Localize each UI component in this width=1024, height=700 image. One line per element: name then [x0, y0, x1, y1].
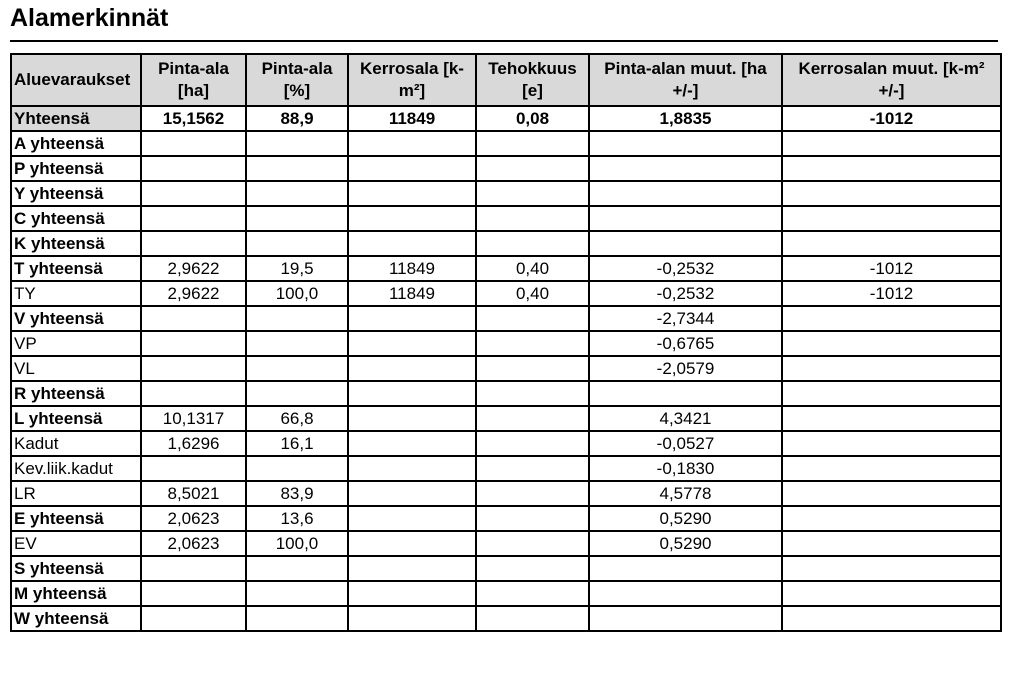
table-header-row — [11, 54, 1001, 106]
table-cell: 19,5 — [246, 256, 348, 281]
header-pinta-ala-percent: Pinta-ala [%] — [246, 54, 348, 106]
table-cell — [348, 481, 476, 506]
table-row — [11, 531, 1001, 556]
table-cell — [246, 206, 348, 231]
table-row — [11, 306, 1001, 331]
table-cell — [348, 531, 476, 556]
table-cell: -0,2532 — [589, 256, 782, 281]
table-cell: 83,9 — [246, 481, 348, 506]
row-label: M yhteensä — [11, 581, 141, 606]
table-cell — [141, 306, 246, 331]
table-cell — [246, 581, 348, 606]
table-cell — [348, 356, 476, 381]
table-cell — [589, 231, 782, 256]
table-cell — [348, 581, 476, 606]
table-cell — [782, 381, 1001, 406]
table-cell: 11849 — [348, 106, 476, 131]
table-cell — [476, 606, 589, 631]
table-cell — [246, 556, 348, 581]
row-label: A yhteensä — [11, 131, 141, 156]
row-label: C yhteensä — [11, 206, 141, 231]
table-cell: 100,0 — [246, 281, 348, 306]
table-row — [11, 331, 1001, 356]
table-cell: 100,0 — [246, 531, 348, 556]
table-cell — [476, 406, 589, 431]
table-cell — [782, 606, 1001, 631]
table-cell — [348, 431, 476, 456]
land-use-table — [10, 53, 1002, 632]
header-tehokkuus: Tehokkuus [e] — [476, 54, 589, 106]
table-cell — [348, 556, 476, 581]
table-cell — [476, 581, 589, 606]
row-label: E yhteensä — [11, 506, 141, 531]
table-cell: 11849 — [348, 281, 476, 306]
row-label: VL — [11, 356, 141, 381]
row-label: Yhteensä — [11, 106, 141, 131]
table-cell — [476, 231, 589, 256]
table-cell — [589, 606, 782, 631]
table-cell — [348, 231, 476, 256]
table-cell — [589, 181, 782, 206]
table-cell: -0,6765 — [589, 331, 782, 356]
table-cell — [476, 131, 589, 156]
table-cell: 11849 — [348, 256, 476, 281]
table-cell: 0,40 — [476, 256, 589, 281]
table-cell — [476, 181, 589, 206]
row-label: P yhteensä — [11, 156, 141, 181]
table-cell — [348, 406, 476, 431]
table-cell — [246, 381, 348, 406]
row-label: T yhteensä — [11, 256, 141, 281]
table-cell: 4,5778 — [589, 481, 782, 506]
table-cell: 8,5021 — [141, 481, 246, 506]
table-cell: -2,7344 — [589, 306, 782, 331]
table-cell — [782, 156, 1001, 181]
table-cell: -1012 — [782, 256, 1001, 281]
table-cell — [348, 506, 476, 531]
table-cell — [246, 356, 348, 381]
row-label: TY — [11, 281, 141, 306]
table-row — [11, 206, 1001, 231]
table-cell — [348, 306, 476, 331]
row-label: EV — [11, 531, 141, 556]
table-cell — [476, 506, 589, 531]
table-cell — [246, 306, 348, 331]
table-row — [11, 456, 1001, 481]
table-cell — [476, 456, 589, 481]
table-cell: 0,5290 — [589, 506, 782, 531]
table-row — [11, 231, 1001, 256]
table-cell — [782, 581, 1001, 606]
table-row — [11, 431, 1001, 456]
table-cell: -2,0579 — [589, 356, 782, 381]
table-cell — [589, 156, 782, 181]
table-cell — [476, 481, 589, 506]
row-label: LR — [11, 481, 141, 506]
table-cell: -0,2532 — [589, 281, 782, 306]
table-cell — [141, 606, 246, 631]
table-cell — [246, 231, 348, 256]
table-cell — [782, 531, 1001, 556]
row-label: V yhteensä — [11, 306, 141, 331]
table-cell — [782, 456, 1001, 481]
title-divider — [10, 40, 998, 42]
table-cell — [141, 206, 246, 231]
table-cell — [141, 381, 246, 406]
header-aluevaraukset: Aluevaraukset — [11, 54, 141, 106]
table-cell: 13,6 — [246, 506, 348, 531]
table-row — [11, 556, 1001, 581]
row-label: Kadut — [11, 431, 141, 456]
row-label: Y yhteensä — [11, 181, 141, 206]
table-cell: 88,9 — [246, 106, 348, 131]
table-cell: -0,0527 — [589, 431, 782, 456]
header-kerrosalan-muutos: Kerrosalan muut. [k-m² +/-] — [782, 54, 1001, 106]
table-cell — [246, 456, 348, 481]
table-cell — [589, 206, 782, 231]
table-cell — [782, 481, 1001, 506]
table-cell — [782, 431, 1001, 456]
table-cell — [348, 331, 476, 356]
table-cell — [782, 406, 1001, 431]
table-cell: 2,9622 — [141, 256, 246, 281]
row-label: Kev.liik.kadut — [11, 456, 141, 481]
table-cell: 66,8 — [246, 406, 348, 431]
table-cell: -1012 — [782, 281, 1001, 306]
table-cell — [246, 131, 348, 156]
table-row — [11, 131, 1001, 156]
table-cell — [141, 356, 246, 381]
table-cell — [476, 306, 589, 331]
table-cell — [782, 181, 1001, 206]
table-row — [11, 281, 1001, 306]
table-cell — [476, 556, 589, 581]
table-cell — [782, 206, 1001, 231]
table-cell — [141, 181, 246, 206]
page-title: Alamerkinnät — [10, 4, 169, 32]
row-label: L yhteensä — [11, 406, 141, 431]
table-cell — [476, 331, 589, 356]
table-cell — [141, 231, 246, 256]
table-row — [11, 181, 1001, 206]
table-cell: 2,9622 — [141, 281, 246, 306]
table-cell — [348, 206, 476, 231]
table-row — [11, 156, 1001, 181]
table-row — [11, 256, 1001, 281]
row-label: K yhteensä — [11, 231, 141, 256]
table-cell — [589, 381, 782, 406]
table-cell — [782, 131, 1001, 156]
table-cell — [348, 381, 476, 406]
table-row — [11, 481, 1001, 506]
table-cell: 2,0623 — [141, 506, 246, 531]
table-cell — [782, 506, 1001, 531]
table-cell — [141, 131, 246, 156]
table-cell: 15,1562 — [141, 106, 246, 131]
row-label: R yhteensä — [11, 381, 141, 406]
table-cell — [246, 181, 348, 206]
table-cell — [782, 331, 1001, 356]
header-pinta-ala-ha: Pinta-ala [ha] — [141, 54, 246, 106]
table-cell: 1,8835 — [589, 106, 782, 131]
table-row — [11, 606, 1001, 631]
table-cell — [141, 456, 246, 481]
table-cell: -1012 — [782, 106, 1001, 131]
table-cell: 16,1 — [246, 431, 348, 456]
table-cell — [589, 556, 782, 581]
table-cell — [476, 431, 589, 456]
table-cell — [246, 606, 348, 631]
table-cell — [141, 331, 246, 356]
table-cell — [782, 556, 1001, 581]
table-row — [11, 356, 1001, 381]
table-cell — [589, 581, 782, 606]
row-label: W yhteensä — [11, 606, 141, 631]
table-body — [11, 106, 1001, 631]
header-kerrosala: Kerrosala [k-m²] — [348, 54, 476, 106]
table-row — [11, 506, 1001, 531]
table-cell — [348, 456, 476, 481]
table-cell — [476, 531, 589, 556]
table-cell — [476, 356, 589, 381]
table-cell — [348, 131, 476, 156]
table-cell — [476, 381, 589, 406]
table-cell — [141, 156, 246, 181]
table-cell: 10,1317 — [141, 406, 246, 431]
table-cell — [476, 206, 589, 231]
table-cell: 1,6296 — [141, 431, 246, 456]
table-cell: 0,08 — [476, 106, 589, 131]
table-cell: 2,0623 — [141, 531, 246, 556]
table-cell: -0,1830 — [589, 456, 782, 481]
table-row — [11, 406, 1001, 431]
table-cell — [141, 556, 246, 581]
table-cell — [782, 231, 1001, 256]
table-row — [11, 106, 1001, 131]
table-cell: 0,40 — [476, 281, 589, 306]
table-cell — [782, 356, 1001, 381]
table-row — [11, 381, 1001, 406]
table-cell — [246, 331, 348, 356]
table-cell — [589, 131, 782, 156]
row-label: S yhteensä — [11, 556, 141, 581]
table-cell — [348, 181, 476, 206]
header-pinta-alan-muutos: Pinta-alan muut. [ha +/-] — [589, 54, 782, 106]
table-cell — [348, 156, 476, 181]
table-cell — [782, 306, 1001, 331]
table-cell — [141, 581, 246, 606]
table-cell — [246, 156, 348, 181]
row-label: VP — [11, 331, 141, 356]
table-row — [11, 581, 1001, 606]
table-cell: 4,3421 — [589, 406, 782, 431]
table-cell: 0,5290 — [589, 531, 782, 556]
table-cell — [476, 156, 589, 181]
table-cell — [348, 606, 476, 631]
